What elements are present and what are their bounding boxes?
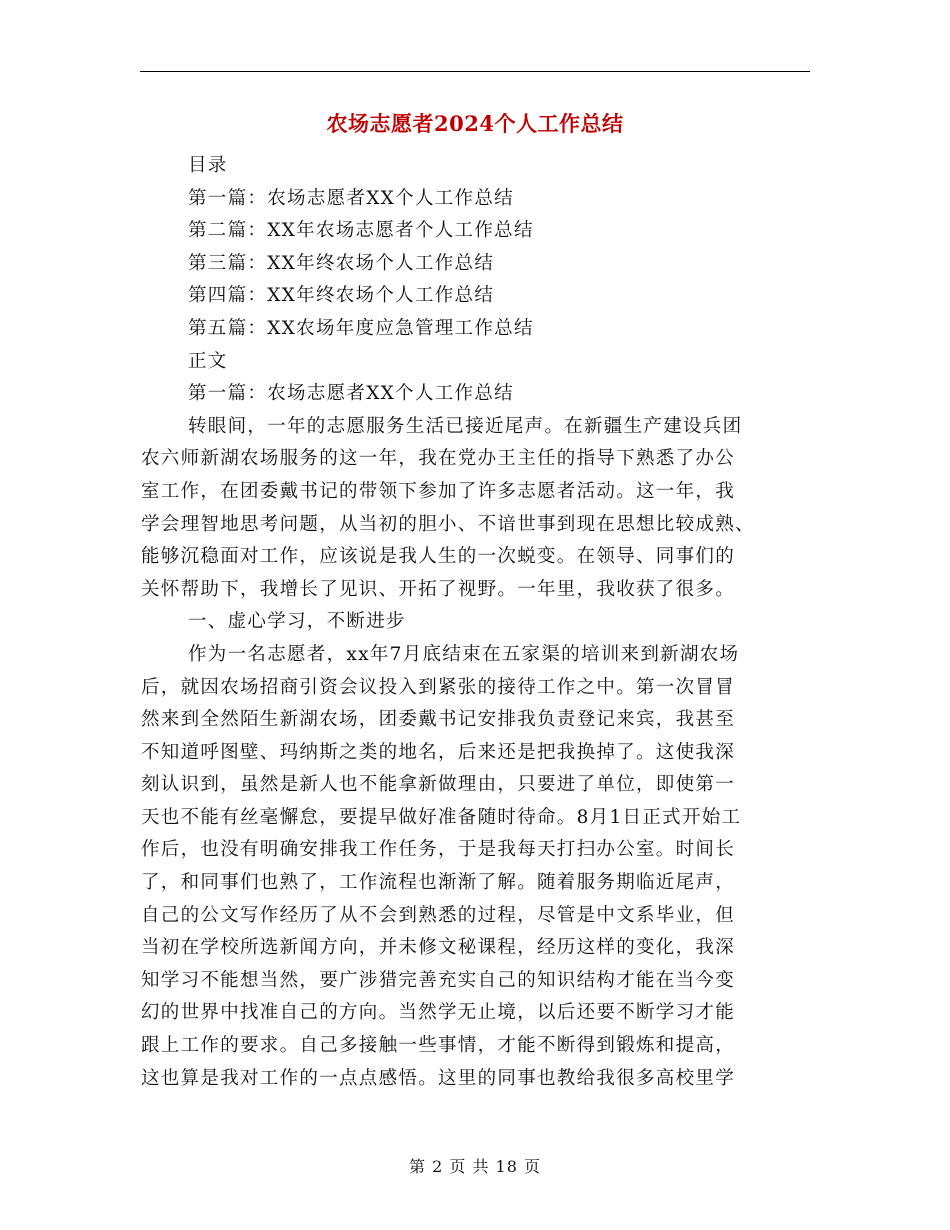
- paragraph-line: 转眼间，一年的志愿服务生活已接近尾声。在新疆生产建设兵团: [188, 415, 743, 437]
- paragraph-line: 不知道呼图壁、玛纳斯之类的地名，后来还是把我换掉了。这使我深: [141, 741, 736, 763]
- toc-heading: 目录: [188, 155, 228, 176]
- document-body: [141, 150, 801, 1095]
- paragraph-line: 关怀帮助下，我增长了见识、开拓了视野。一年里，我收获了很多。: [141, 578, 736, 600]
- paragraph-line: 作为一名志愿者，xx年7月底结束在五家渠的培训来到新湖农场: [188, 643, 740, 665]
- page-number-footer: 第 2 页 共 18 页: [409, 1157, 541, 1176]
- paragraph-line: 幻的世界中找准自己的方向。当然学无止境，以后还要不断学习才能: [141, 1002, 736, 1024]
- paragraph-line: 了，和同事们也熟了，工作流程也渐渐了解。随着服务期临近尾声，: [141, 872, 736, 894]
- paragraph-line: 能够沉稳面对工作，应该说是我人生的一次蜕变。在领导、同事们的: [141, 546, 736, 568]
- paragraph-line: 跟上工作的要求。自己多接触一些事情，才能不断得到锻炼和提高，: [141, 1035, 736, 1057]
- toc-item-3: 第三篇：XX年终农场个人工作总结: [188, 252, 495, 274]
- body-heading: 正文: [188, 350, 228, 372]
- paragraph-line: 自己的公文写作经历了从不会到熟悉的过程，尽管是中文系毕业，但: [141, 904, 736, 926]
- toc-item-2: 第二篇：XX年农场志愿者个人工作总结: [188, 220, 534, 242]
- paragraph-line: 知学习不能想当然，要广涉猎完善充实自己的知识结构才能在当今变: [141, 969, 736, 991]
- toc-item-1: 第一篇：农场志愿者XX个人工作总结: [188, 187, 514, 209]
- paragraph-line: 刻认识到，虽然是新人也不能拿新做理由，只要进了单位，即使第一: [141, 774, 736, 796]
- paragraph-line: 作后，也没有明确安排我工作任务，于是我每天打扫办公室。时间长: [141, 839, 736, 861]
- toc-item-5: 第五篇：XX农场年度应急管理工作总结: [188, 317, 534, 339]
- paragraph-line: 学会理智地思考问题，从当初的胆小、不谙世事到现在思想比较成熟、: [141, 513, 755, 535]
- paragraph-line: 室工作，在团委戴书记的带领下参加了许多志愿者活动。这一年，我: [141, 480, 736, 502]
- article-title: 第一篇：农场志愿者XX个人工作总结: [188, 383, 514, 405]
- paragraph-line: 当初在学校所选新闻方向，并未修文秘课程，经历这样的变化，我深: [141, 937, 736, 959]
- paragraph-line: 然来到全然陌生新湖农场，团委戴书记安排我负责登记来宾，我甚至: [141, 709, 736, 731]
- section-heading: 一、虚心学习，不断进步: [188, 611, 406, 633]
- document-title: 农场志愿者2024个人工作总结: [326, 111, 624, 136]
- toc-item-4: 第四篇：XX年终农场个人工作总结: [188, 285, 495, 307]
- header-rule: [140, 71, 810, 72]
- paragraph-line: 这也算是我对工作的一点点感悟。这里的同事也教给我很多高校里学: [141, 1067, 736, 1089]
- paragraph-line: 后，就因农场招商引资会议投入到紧张的接待工作之中。第一次冒冒: [141, 676, 736, 698]
- paragraph-line: 天也不能有丝毫懈怠，要提早做好准备随时待命。8月1日正式开始工: [141, 806, 742, 828]
- paragraph-line: 农六师新湖农场服务的这一年，我在党办王主任的指导下熟悉了办公: [141, 448, 736, 470]
